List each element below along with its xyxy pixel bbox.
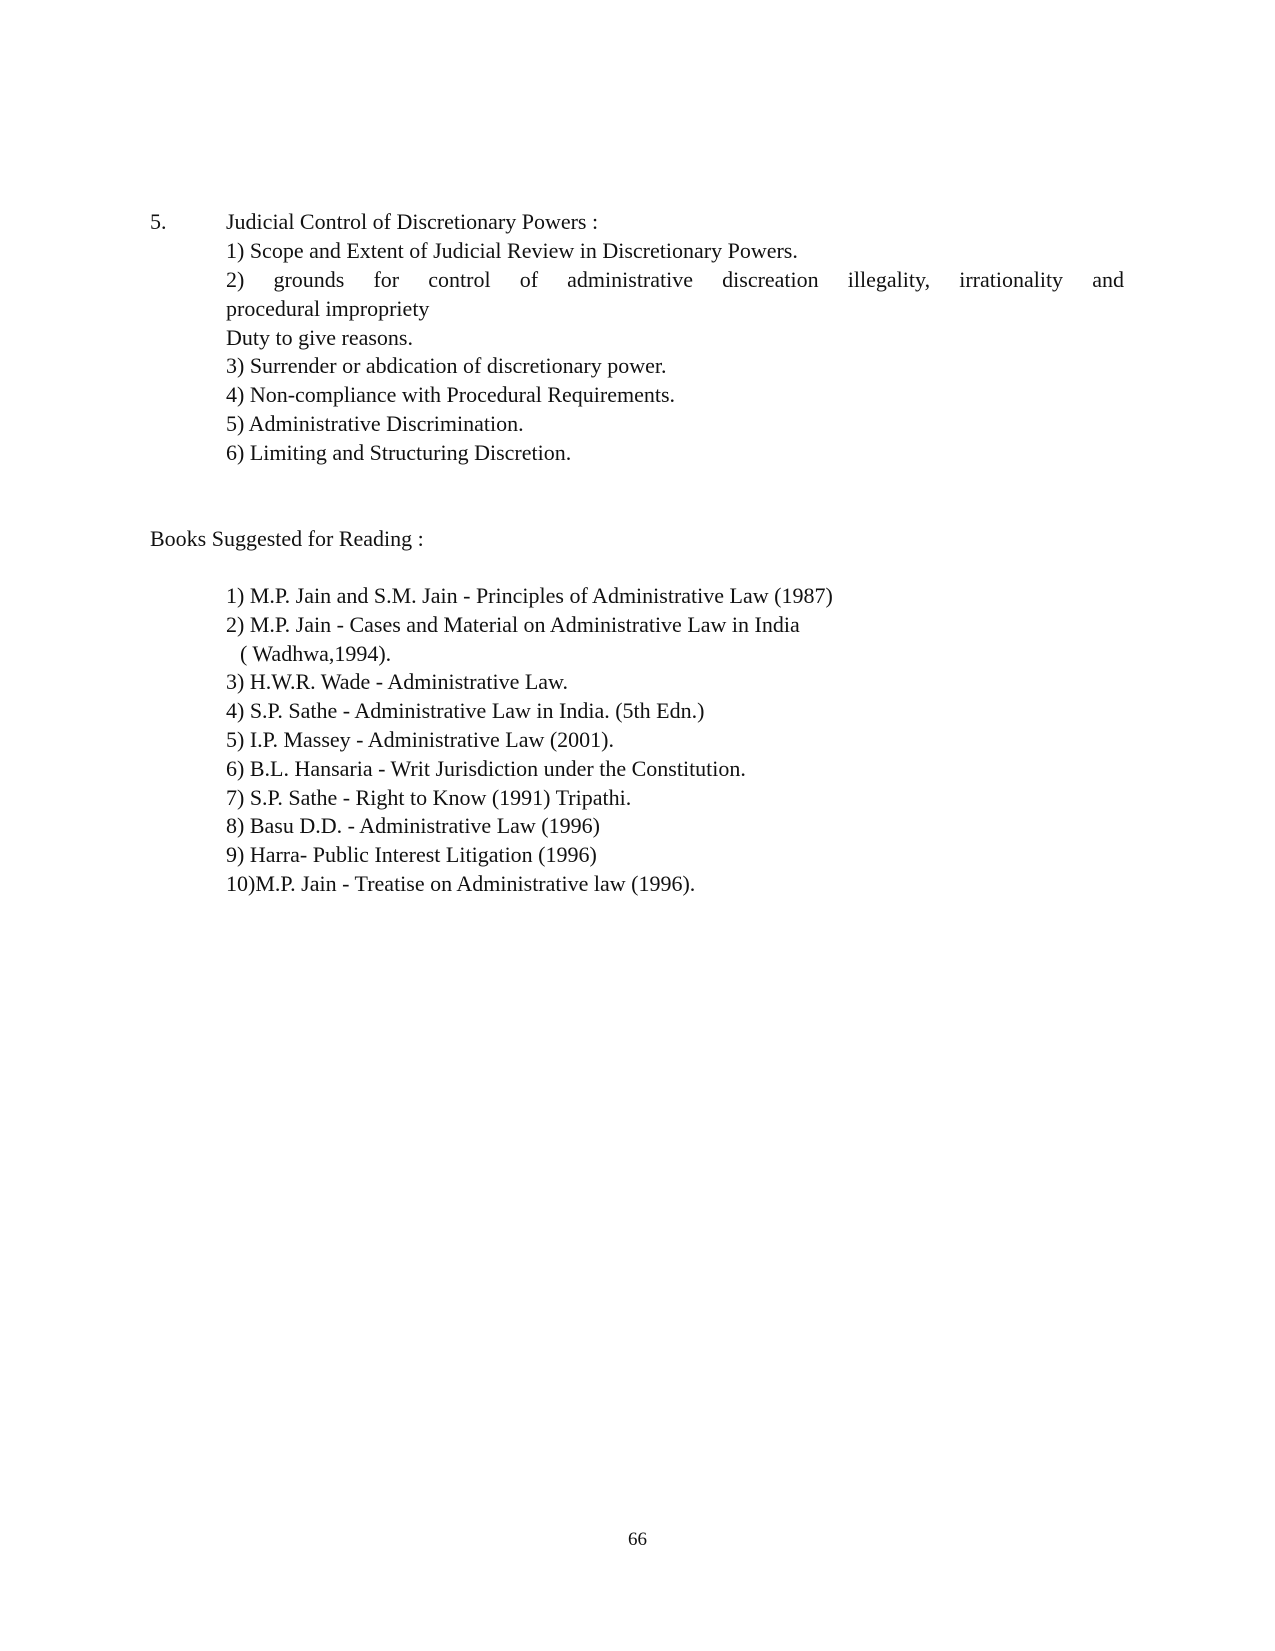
word: and (1092, 267, 1124, 292)
book-item: 7) S.P. Sathe - Right to Know (1991) Tripathi. (226, 785, 632, 810)
section-item: 5) Administrative Discrimination. (226, 411, 524, 436)
book-item: 10)M.P. Jain - Treatise on Administrative law (1996). (226, 871, 696, 896)
book-item: 9) Harra- Public Interest Litigation (1996) (226, 842, 597, 867)
book-item: 2) M.P. Jain - Cases and Material on Administrative Law in India (226, 612, 800, 637)
word: administrative (567, 267, 694, 292)
word: control (428, 267, 491, 292)
section-item: 1) Scope and Extent of Judicial Review in Discretionary Powers. (226, 238, 798, 263)
book-item: 4) S.P. Sathe - Administrative Law in India. (5th Edn.) (226, 698, 705, 723)
book-item-continuation: ( Wadhwa,1994). (240, 641, 392, 666)
books-heading: Books Suggested for Reading : (150, 526, 424, 551)
word: for (373, 267, 400, 292)
book-item: 5) I.P. Massey - Administrative Law (2001). (226, 727, 614, 752)
word: grounds (273, 267, 345, 292)
word: illegality, (847, 267, 931, 292)
section-number: 5. (150, 209, 167, 234)
section-item: 3) Surrender or abdication of discretionary power. (226, 353, 667, 378)
section-item: Duty to give reasons. (226, 325, 413, 350)
section-item-justified (226, 266, 1124, 294)
word: 2) (226, 267, 245, 292)
book-item: 8) Basu D.D. - Administrative Law (1996) (226, 813, 600, 838)
book-item: 1) M.P. Jain and S.M. Jain - Principles of Administrative Law (1987) (226, 583, 833, 608)
book-item: 3) H.W.R. Wade - Administrative Law. (226, 669, 569, 694)
page-number: 66 (628, 1529, 647, 1550)
section-item: 4) Non-compliance with Procedural Requirements. (226, 382, 676, 407)
word: irrationality (959, 267, 1064, 292)
word: discreation (722, 267, 819, 292)
section-item: 6) Limiting and Structuring Discretion. (226, 440, 572, 465)
word: of (519, 267, 539, 292)
section-item: procedural impropriety (226, 296, 430, 321)
section-title: Judicial Control of Discretionary Powers : (226, 209, 599, 234)
book-item: 6) B.L. Hansaria - Writ Jurisdiction under the Constitution. (226, 756, 746, 781)
